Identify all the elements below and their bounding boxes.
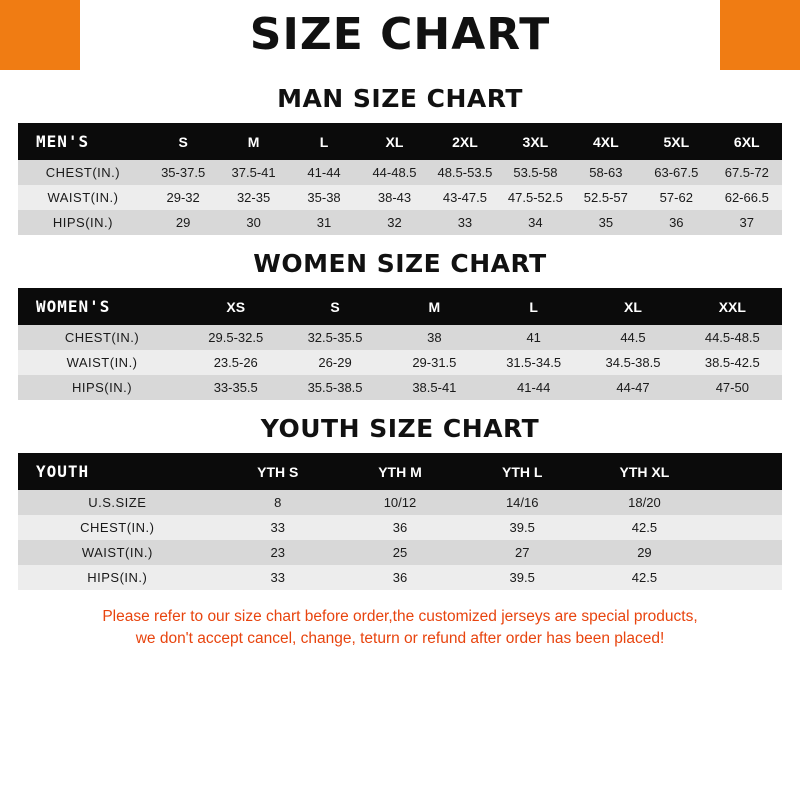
cell: 31: [289, 210, 359, 235]
cell: 38.5-42.5: [683, 350, 782, 375]
cell: 39.5: [461, 565, 583, 590]
table-header-row: [18, 453, 782, 490]
cell-spacer: [706, 565, 782, 590]
table-row: [18, 375, 782, 400]
col-header-mens: MEN'S: [18, 123, 148, 160]
footer-line-1: Please refer to our size chart before order,the customized jerseys are special products,: [102, 608, 698, 625]
row-label-waist: WAIST(IN.): [18, 185, 148, 210]
col-header-yth-xl: YTH XL: [583, 453, 705, 490]
cell: 35: [571, 210, 641, 235]
table-header-row: [18, 288, 782, 325]
cell: 35.5-38.5: [285, 375, 384, 400]
section-man: [18, 84, 782, 235]
col-header-xxl: XXL: [683, 288, 782, 325]
col-header-yth-m: YTH M: [339, 453, 461, 490]
col-header-6xl: 6XL: [712, 123, 782, 160]
cell: 39.5: [461, 515, 583, 540]
row-label-chest: CHEST(IN.): [18, 160, 148, 185]
cell: 23: [217, 540, 339, 565]
table-row: [18, 160, 782, 185]
cell: 44.5: [583, 325, 682, 350]
cell: 44-47: [583, 375, 682, 400]
cell: 42.5: [583, 565, 705, 590]
footer-line-2: we don't accept cancel, change, teturn or refund after order has been placed!: [135, 630, 665, 648]
table-row: [18, 325, 782, 350]
table-row: [18, 210, 782, 235]
col-header-s: S: [285, 288, 384, 325]
cell: 42.5: [583, 515, 705, 540]
women-size-table: [18, 288, 782, 400]
row-label-hips: HIPS(IN.): [18, 565, 217, 590]
cell: 53.5-58: [500, 160, 570, 185]
cell: 47.5-52.5: [500, 185, 570, 210]
cell-spacer: [706, 515, 782, 540]
cell: 33: [217, 515, 339, 540]
row-label-chest: CHEST(IN.): [18, 515, 217, 540]
cell: 33-35.5: [186, 375, 285, 400]
cell: 29-31.5: [385, 350, 484, 375]
col-header-yth-l: YTH L: [461, 453, 583, 490]
cell: 25: [339, 540, 461, 565]
cell: 67.5-72: [712, 160, 782, 185]
col-header-yth-s: YTH S: [217, 453, 339, 490]
page-title: SIZE CHART: [249, 9, 551, 60]
cell: 29.5-32.5: [186, 325, 285, 350]
youth-size-table: [18, 453, 782, 590]
col-header-5xl: 5XL: [641, 123, 711, 160]
cell: 41-44: [484, 375, 583, 400]
col-header-2xl: 2XL: [430, 123, 500, 160]
cell: 37: [712, 210, 782, 235]
cell: 23.5-26: [186, 350, 285, 375]
cell: 41: [484, 325, 583, 350]
cell: 52.5-57: [571, 185, 641, 210]
cell: 32: [359, 210, 429, 235]
col-header-m: M: [385, 288, 484, 325]
cell: 38: [385, 325, 484, 350]
col-header-xl: XL: [359, 123, 429, 160]
cell: 27: [461, 540, 583, 565]
cell: 33: [430, 210, 500, 235]
cell: 32.5-35.5: [285, 325, 384, 350]
cell: 41-44: [289, 160, 359, 185]
table-row: [18, 540, 782, 565]
chart-content: [0, 84, 800, 651]
col-header-spacer: [706, 453, 782, 490]
cell: 26-29: [285, 350, 384, 375]
cell-spacer: [706, 490, 782, 515]
footer-disclaimer: [18, 606, 782, 651]
table-row: [18, 490, 782, 515]
cell: 62-66.5: [712, 185, 782, 210]
cell: 38.5-41: [385, 375, 484, 400]
cell: 58-63: [571, 160, 641, 185]
cell: 36: [641, 210, 711, 235]
cell: 14/16: [461, 490, 583, 515]
cell: 35-38: [289, 185, 359, 210]
col-header-xs: XS: [186, 288, 285, 325]
cell: 44-48.5: [359, 160, 429, 185]
row-label-hips: HIPS(IN.): [18, 210, 148, 235]
col-header-l: L: [289, 123, 359, 160]
header-banner-inner: [80, 0, 720, 70]
cell: 18/20: [583, 490, 705, 515]
col-header-l: L: [484, 288, 583, 325]
cell: 43-47.5: [430, 185, 500, 210]
col-header-womens: WOMEN'S: [18, 288, 186, 325]
cell: 29: [583, 540, 705, 565]
cell: 31.5-34.5: [484, 350, 583, 375]
col-header-4xl: 4XL: [571, 123, 641, 160]
cell: 34: [500, 210, 570, 235]
cell: 35-37.5: [148, 160, 218, 185]
cell: 36: [339, 515, 461, 540]
cell: 34.5-38.5: [583, 350, 682, 375]
col-header-s: S: [148, 123, 218, 160]
man-size-table: [18, 123, 782, 235]
table-header-row: [18, 123, 782, 160]
table-row: [18, 350, 782, 375]
col-header-3xl: 3XL: [500, 123, 570, 160]
row-label-chest: CHEST(IN.): [18, 325, 186, 350]
row-label-waist: WAIST(IN.): [18, 350, 186, 375]
cell: 47-50: [683, 375, 782, 400]
cell: 10/12: [339, 490, 461, 515]
section-youth: [18, 414, 782, 590]
cell: 48.5-53.5: [430, 160, 500, 185]
cell: 33: [217, 565, 339, 590]
cell: 29: [148, 210, 218, 235]
section-women: [18, 249, 782, 400]
cell: 57-62: [641, 185, 711, 210]
man-section-title: MAN SIZE CHART: [277, 84, 523, 113]
cell-spacer: [706, 540, 782, 565]
cell: 32-35: [218, 185, 288, 210]
cell: 37.5-41: [218, 160, 288, 185]
youth-section-title: YOUTH SIZE CHART: [260, 414, 540, 443]
cell: 36: [339, 565, 461, 590]
cell: 38-43: [359, 185, 429, 210]
row-label-us-size: U.S.SIZE: [18, 490, 217, 515]
row-label-waist: WAIST(IN.): [18, 540, 217, 565]
women-section-title: WOMEN SIZE CHART: [253, 249, 547, 278]
cell: 44.5-48.5: [683, 325, 782, 350]
col-header-youth: YOUTH: [18, 453, 217, 490]
cell: 63-67.5: [641, 160, 711, 185]
col-header-xl: XL: [583, 288, 682, 325]
row-label-hips: HIPS(IN.): [18, 375, 186, 400]
table-row: [18, 185, 782, 210]
header-banner: [0, 0, 800, 70]
table-row: [18, 515, 782, 540]
cell: 8: [217, 490, 339, 515]
col-header-m: M: [218, 123, 288, 160]
table-row: [18, 565, 782, 590]
cell: 30: [218, 210, 288, 235]
cell: 29-32: [148, 185, 218, 210]
